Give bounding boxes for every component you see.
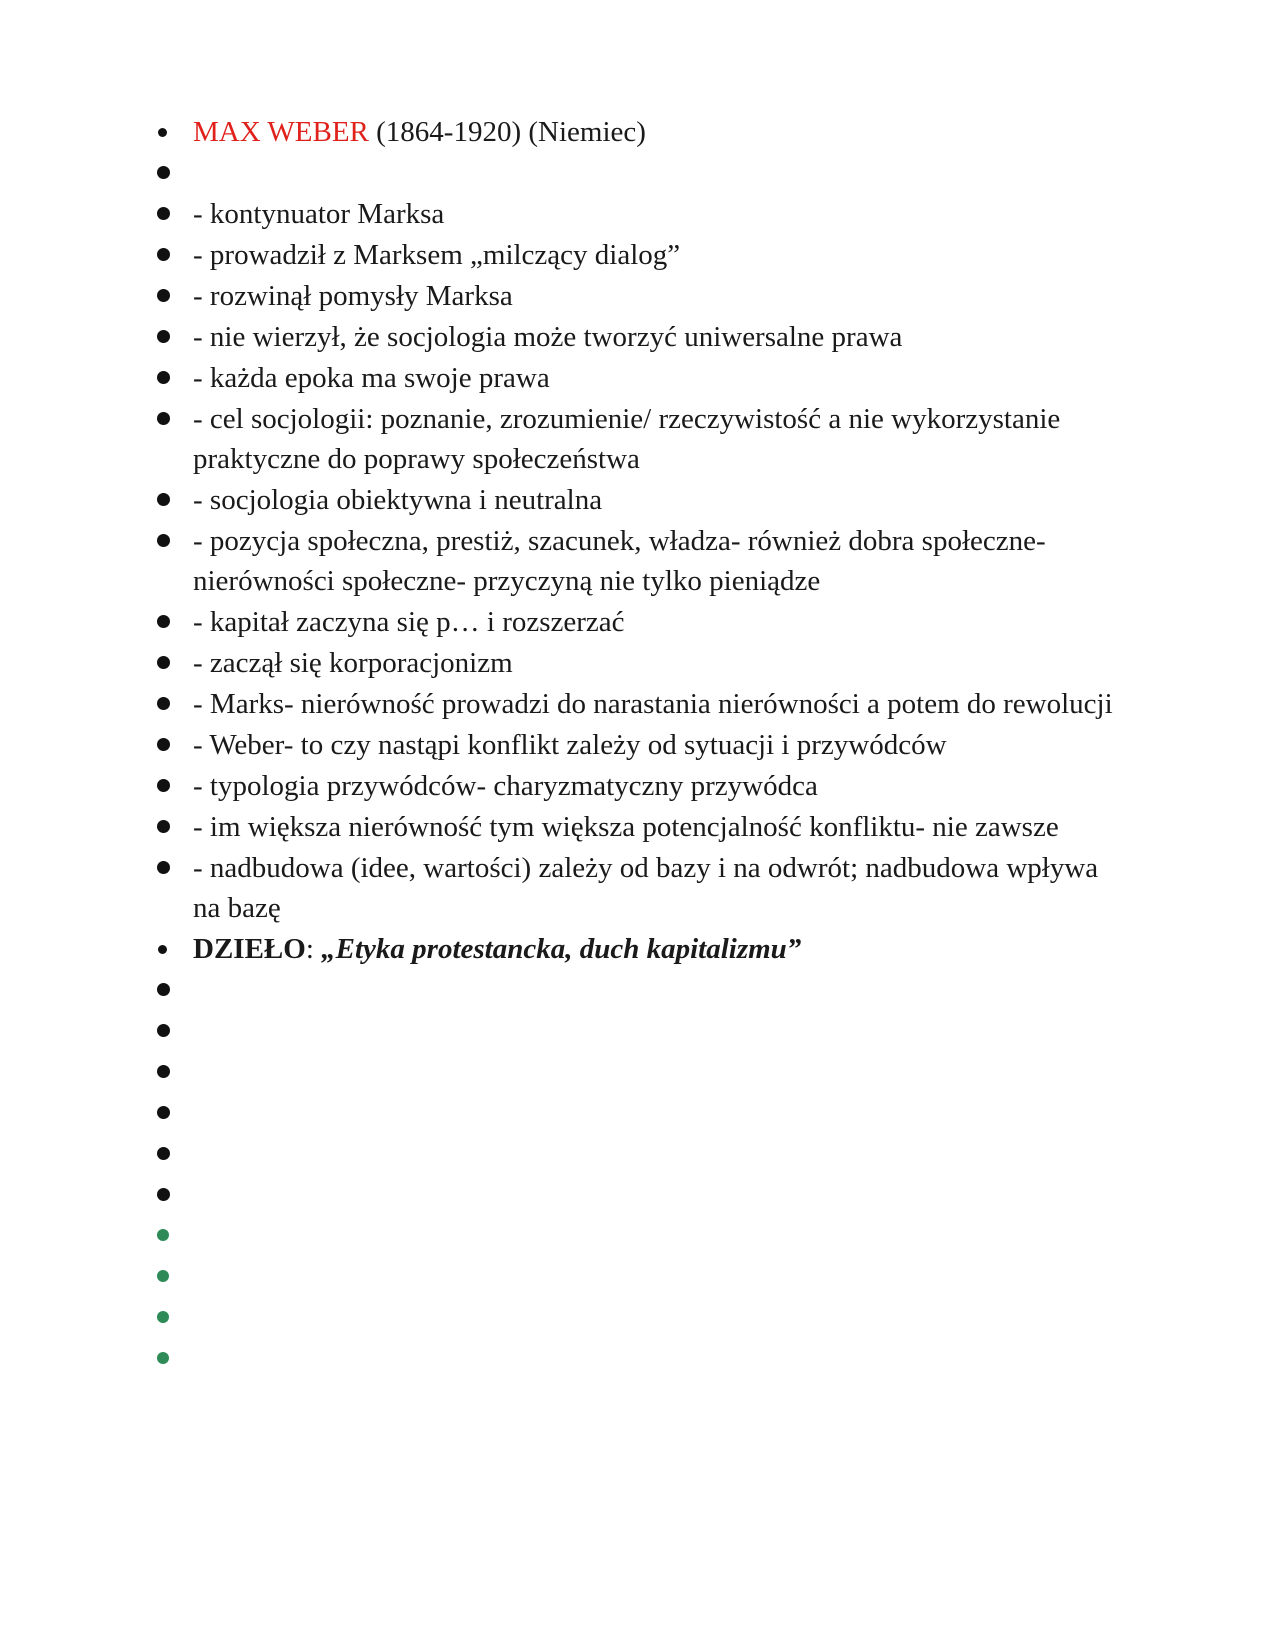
list-item [0, 807, 1275, 847]
note-text: - typologia przywódców- charyzmatyczny przywódca [193, 770, 818, 802]
list-item [0, 725, 1275, 765]
work-label: DZIEŁO [193, 933, 306, 965]
list-item-empty [0, 1298, 1275, 1338]
note-text: - Marks- nierówność prowadzi do narastania nierówności a potem do rewolucji [193, 688, 1113, 720]
work-title: „Etyka protestancka, duch kapitalizmu” [321, 933, 802, 965]
bullet-icon [157, 534, 170, 547]
note-text: - im większa nierówność tym większa potencjalność konfliktu- nie zawsze [193, 811, 1059, 843]
list-item [0, 317, 1275, 357]
note-text: - cel socjologii: poznanie, zrozumienie/ rzeczywistość a nie wykorzystanie praktyczne do poprawy społeczeństwa [193, 403, 1061, 475]
list-item [0, 358, 1275, 398]
bullet-icon [157, 1024, 170, 1037]
list-item [0, 684, 1275, 724]
bullet-icon [157, 820, 170, 833]
bullet-icon [157, 1311, 169, 1323]
list-item [0, 194, 1275, 234]
list-item-heading [0, 112, 1275, 152]
list-item-empty [0, 1134, 1275, 1174]
bullet-icon [157, 1147, 170, 1160]
list-item [0, 848, 1275, 928]
bullet-icon [157, 656, 170, 669]
bullet-icon [158, 128, 167, 137]
list-item [0, 521, 1275, 601]
bullet-icon [157, 983, 170, 996]
list-item-empty [0, 1175, 1275, 1215]
bullet-icon [157, 615, 170, 628]
list-item-empty [0, 153, 1275, 193]
bullet-icon [157, 371, 170, 384]
list-item [0, 602, 1275, 642]
note-text: - kontynuator Marksa [193, 198, 445, 230]
bullet-icon [157, 738, 170, 751]
note-text: - Weber- to czy nastąpi konflikt zależy od sytuacji i przywódców [193, 729, 947, 761]
list-item-empty [0, 970, 1275, 1010]
bullet-icon [157, 330, 170, 343]
bullet-icon [157, 1270, 169, 1282]
bullet-icon [157, 1065, 170, 1078]
bullet-icon [157, 1106, 170, 1119]
work-separator: : [305, 933, 322, 965]
bullet-icon [157, 779, 170, 792]
bullet-icon [157, 697, 170, 710]
list-item [0, 480, 1275, 520]
list-item [0, 643, 1275, 683]
heading-dates: (1864-1920) (Niemiec) [368, 116, 646, 148]
list-item [0, 766, 1275, 806]
bullet-icon [157, 166, 170, 179]
note-text: - zaczął się korporacjonizm [193, 647, 513, 679]
note-text: - kapitał zaczyna się p… i rozszerzać [193, 606, 625, 638]
list-item-empty [0, 1257, 1275, 1297]
bullet-icon [157, 1188, 170, 1201]
list-item-empty [0, 1011, 1275, 1051]
note-text: - pozycja społeczna, prestiż, szacunek, władza- również dobra społeczne- nierówności społeczne- przyczyną nie tylko pieniądze [193, 525, 1046, 597]
note-text: - nadbudowa (idee, wartości) zależy od bazy i na odwrót; nadbudowa wpływa na bazę [193, 852, 1099, 924]
list-item [0, 235, 1275, 275]
bullet-icon [157, 1229, 169, 1241]
list-item-empty [0, 1216, 1275, 1256]
bullet-icon [157, 412, 170, 425]
heading-name: MAX WEBER [193, 116, 369, 148]
list-item [0, 399, 1275, 479]
bullet-icon [157, 1352, 169, 1364]
list-item [0, 276, 1275, 316]
list-item-empty [0, 1052, 1275, 1092]
bullet-icon [158, 945, 167, 954]
list-item-work [0, 929, 1275, 969]
bullet-icon [157, 493, 170, 506]
note-text: - prowadził z Marksem „milczący dialog” [193, 239, 681, 271]
list-item-empty [0, 1339, 1275, 1379]
note-text: - nie wierzył, że socjologia może tworzyć uniwersalne prawa [193, 321, 903, 353]
note-text: - każda epoka ma swoje prawa [193, 362, 550, 394]
bullet-icon [157, 861, 170, 874]
bullet-icon [157, 289, 170, 302]
notes-list [0, 112, 1275, 1380]
list-item-empty [0, 1093, 1275, 1133]
note-text: - socjologia obiektywna i neutralna [193, 484, 603, 516]
bullet-icon [157, 207, 170, 220]
note-text: - rozwinął pomysły Marksa [193, 280, 513, 312]
bullet-icon [157, 248, 170, 261]
